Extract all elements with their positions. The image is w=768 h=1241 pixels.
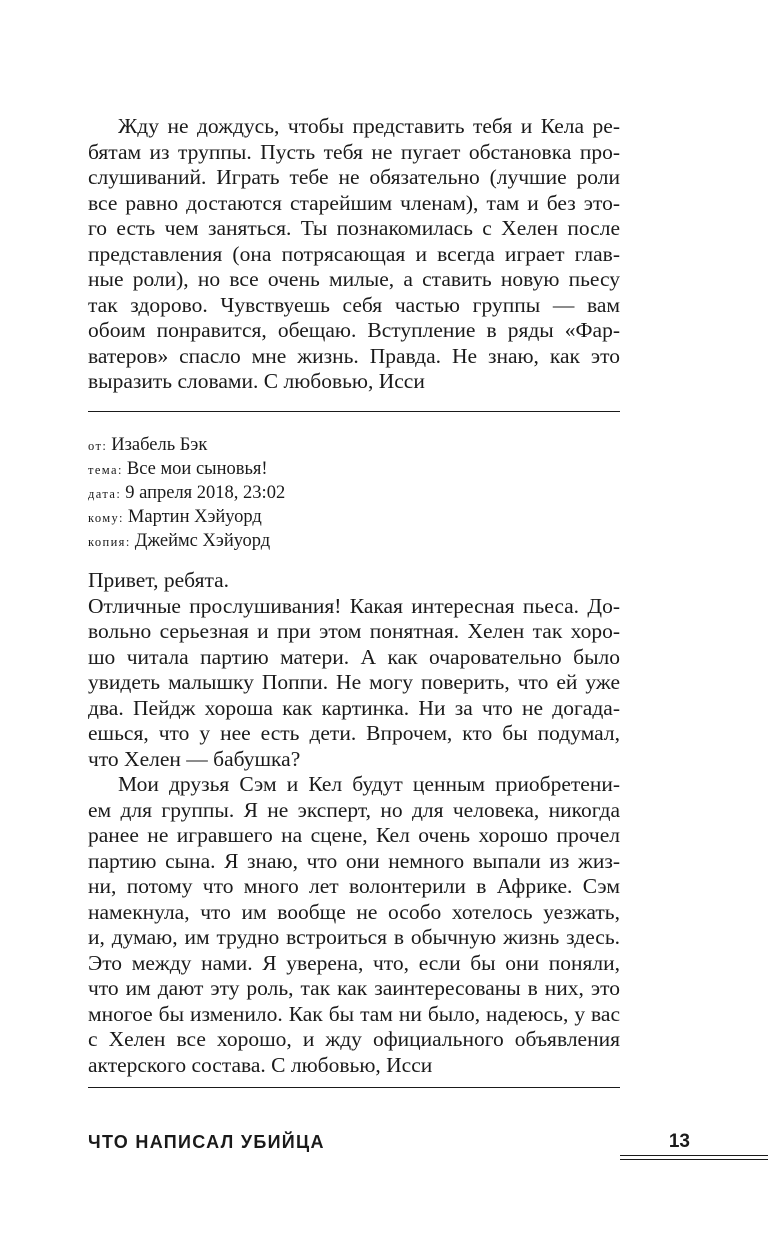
text-line: все равно достаются старейшим членам), там и без это-: [88, 190, 620, 215]
text-line: представления (она потрясающая и всегда играет глав-: [88, 241, 620, 266]
text-line: ватеров» спасло мне жизнь. Правда. Не знаю, как это: [88, 343, 620, 368]
footer-rule-lower: [620, 1159, 768, 1160]
header-subject: [88, 457, 620, 481]
email2-greeting: Привет, ребята.: [88, 568, 230, 592]
header-cc-label: копия:: [88, 535, 131, 549]
footer-rule-upper: [620, 1155, 768, 1156]
text-line: го есть чем заняться. Ты познакомилась с Хелен после: [88, 216, 620, 240]
text-line: ни, потому что много лет волонтерили в Африке. Сэм: [88, 874, 620, 898]
text-line: Мои друзья Сэм и Кел будут ценным приобретени-: [118, 772, 620, 796]
text-line: Это между нами. Я уверена, что, если бы они поняли,: [88, 950, 620, 975]
header-subject-value: Все мои сыновья!: [126, 459, 268, 479]
text-line: партию сына. Я знаю, что они немного выпали из жиз-: [88, 848, 620, 873]
page-number: 13: [668, 1131, 690, 1152]
header-cc-value: Джеймс Хэйуорд: [134, 531, 271, 551]
running-footer-title: ЧТО НАПИСАЛ УБИЙЦА: [88, 1132, 325, 1152]
header-from: [88, 433, 620, 457]
header-to: [88, 505, 620, 529]
text-line: что им дают эту роль, так как заинтересованы в них, это: [88, 976, 620, 1000]
email2-body: [88, 568, 620, 1078]
text-line: Отличные прослушивания! Какая интересная пьеса. До-: [88, 593, 620, 618]
text-line: слушиваний. Играть тебе не обязательно (лучшие роли: [88, 165, 620, 189]
header-cc: [88, 529, 620, 553]
header-from-label: от:: [88, 439, 108, 453]
text-line: и, думаю, им трудно встроиться в обычную жизнь здесь.: [88, 925, 620, 949]
email2-headers: [88, 433, 620, 553]
text-line: актерского состава. С любовью, Исси: [88, 1052, 433, 1077]
header-from-value: Изабель Бэк: [111, 435, 208, 455]
header-date: [88, 481, 620, 505]
text-line: выразить словами. С любовью, Исси: [88, 369, 425, 393]
header-to-label: кому:: [88, 511, 124, 525]
text-line: два. Пейдж хороша как картинка. Ни за что не догада-: [88, 695, 620, 720]
text-line: ранее не игравшего на сцене, Кел очень хорошо прочел: [88, 823, 620, 847]
text-line: что Хелен — бабушка?: [88, 746, 301, 771]
text-line: ешься, что у нее есть дети. Впрочем, кто бы подумал,: [88, 721, 620, 745]
text-line: вольно серьезная и при этом понятная. Хелен так хоро-: [88, 619, 620, 643]
text-line: обоим понравится, обещаю. Вступление в ряды «Фар-: [88, 318, 620, 342]
header-date-label: дата:: [88, 487, 122, 501]
text-line: так здорово. Чувствуешь себя частью группы — вам: [88, 292, 620, 317]
text-line: Жду не дождусь, чтобы представить тебя и Кела ре-: [118, 114, 620, 138]
text-line: шо читала партию матери. А как очаровательно было: [88, 644, 620, 669]
text-line: с Хелен все хорошо, и жду официального объявления: [88, 1027, 620, 1051]
header-to-value: Мартин Хэйуорд: [127, 507, 262, 527]
section-divider-top: [88, 411, 620, 412]
header-date-value: 9 апреля 2018, 23:02: [125, 483, 286, 503]
text-line: намекнула, что им вообще не особо хотелось уезжать,: [88, 899, 620, 924]
email2-paragraph-1: [88, 594, 620, 773]
text-line: увидеть малышку Поппи. Не могу поверить, что ей уже: [88, 670, 620, 694]
header-subject-label: тема:: [88, 463, 123, 477]
section-divider-bottom: [88, 1087, 620, 1088]
email2-paragraph-2: [88, 772, 620, 1078]
text-line: ем для группы. Я не эксперт, но для человека, никогда: [88, 797, 620, 822]
text-line: ные роли), но все очень милые, а ставить новую пьесу: [88, 267, 620, 291]
email1-body: [88, 114, 620, 395]
text-line: бятам из труппы. Пусть тебя не пугает обстановка про-: [88, 139, 620, 164]
text-line: многое бы изменило. Как бы там ни было, надеюсь, у вас: [88, 1001, 620, 1026]
